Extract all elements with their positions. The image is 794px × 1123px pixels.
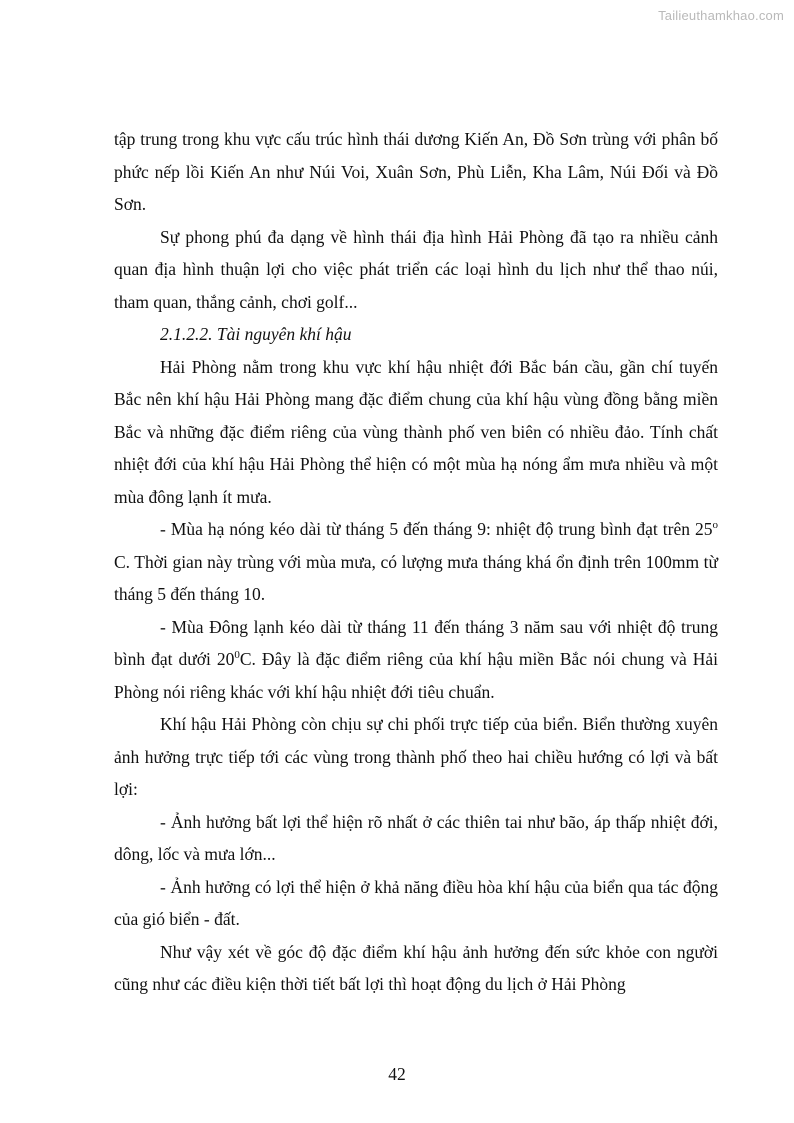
page-number: 42 bbox=[388, 1064, 406, 1084]
summer-text-before: - Mùa hạ nóng kéo dài từ tháng 5 đến tháng 9: nhiệt độ trung bình đạt trên 25 bbox=[160, 519, 713, 539]
section-heading-climate: 2.1.2.2. Tài nguyên khí hậu bbox=[160, 324, 352, 344]
paragraph-landform-continuation: tập trung trong khu vực cấu trúc hình thái dương Kiến An, Đồ Sơn trùng với phân bố phức nếp lồi Kiến An như Núi Voi, Xuân Sơn, Phù Liễn, Kha Lâm, Núi Đối và Đồ Sơn. bbox=[114, 129, 718, 214]
degree-superscript: 0 bbox=[234, 649, 240, 661]
paragraph-winter bbox=[114, 611, 718, 709]
watermark: Tailieuthamkhao.com bbox=[658, 8, 784, 23]
paragraph-sea-influence: Khí hậu Hải Phòng còn chịu sự chi phối trực tiếp của biển. Biển thường xuyên ảnh hưởng trực tiếp tới các vùng trong thành phố theo hai chiều hướng có lợi và bất lợi: bbox=[114, 714, 718, 799]
paragraph-summer bbox=[114, 513, 718, 611]
paragraph-landform-tourism: Sự phong phú đa dạng về hình thái địa hình Hải Phòng đã tạo ra nhiều cảnh quan địa hình thuận lợi cho việc phát triển các loại hình du lịch như thể thao núi, tham quan, thắng cảnh, chơi golf... bbox=[114, 226, 718, 312]
paragraph-adverse-effects: - Ảnh hưởng bất lợi thể hiện rõ nhất ở các thiên tai như bão, áp thấp nhiệt đới, dông, lốc và mưa lớn... bbox=[114, 811, 718, 864]
degree-superscript: o bbox=[712, 519, 718, 531]
paragraph-beneficial-effects: - Ảnh hưởng có lợi thể hiện ở khả năng điều hòa khí hậu của biển qua tác động của gió biển - đất. bbox=[114, 876, 718, 929]
summer-text-after: C. Thời gian này trùng với mùa mưa, có lượng mưa tháng khá ổn định trên 100mm từ tháng 5 đến tháng 10. bbox=[114, 551, 718, 604]
document-body bbox=[114, 123, 718, 1001]
winter-text-after: C. Đây là đặc điểm riêng của khí hậu miền Bắc nói chung và Hải Phòng nói riêng khác với khí hậu nhiệt đới tiêu chuẩn. bbox=[114, 649, 719, 702]
paragraph-climate-overview: Hải Phòng nằm trong khu vực khí hậu nhiệt đới Bắc bán cầu, gần chí tuyến Bắc nên khí hậu Hải Phòng mang đặc điểm chung của khí hậu vùng đồng bằng miền Bắc và những đặc điểm riêng của vùng thành phố ven biên có nhiều đảo. Tính chất nhiệt đới của khí hậu Hải Phòng thể hiện có một mùa hạ nóng ẩm mưa nhiều và một mùa đông lạnh ít mưa. bbox=[114, 356, 718, 507]
paragraph-conclusion: Như vậy xét về góc độ đặc điểm khí hậu ảnh hưởng đến sức khỏe con người cũng như các điều kiện thời tiết bất lợi thì hoạt động du lịch ở Hải Phòng bbox=[114, 941, 718, 994]
winter-text-before: - Mùa Đông lạnh kéo dài từ tháng 11 đến tháng 3 năm sau với nhiệt độ trung bình đạt dưới 20 bbox=[114, 616, 718, 669]
